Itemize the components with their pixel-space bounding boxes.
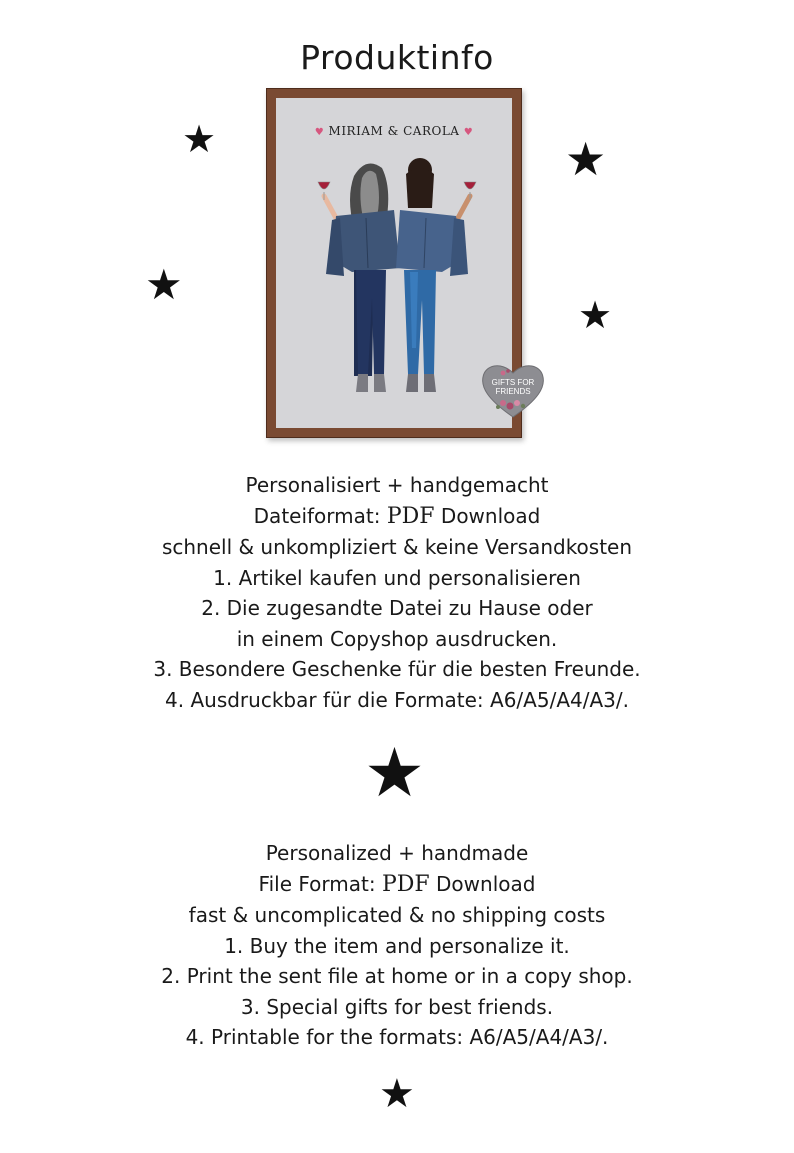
english-line-4: 1. Buy the item and personalize it. <box>224 933 570 958</box>
star-icon: ★ <box>364 734 425 813</box>
english-product-info <box>0 838 794 1053</box>
logo-line1: GIFTS FOR <box>491 378 535 387</box>
star-icon: ★ <box>379 1071 415 1117</box>
page-title: Produktinfo <box>300 38 494 77</box>
right-friend-figure <box>396 158 476 392</box>
german-line-2: Dateiformat: PDF Download <box>253 503 541 529</box>
english-line-1: Personalized + handmade <box>265 841 529 865</box>
german-line-6: in einem Copyshop ausdrucken. <box>236 626 558 651</box>
star-icon: ★ <box>182 117 217 161</box>
heart-icon: ♥ <box>463 127 474 138</box>
german-line-1: Personalisiert + handgemacht <box>245 473 549 497</box>
german-line-4: 1. Artikel kaufen und personalisieren <box>213 565 581 590</box>
english-line-3: fast & uncomplicated & no shipping costs <box>188 903 606 927</box>
english-line-5: 2. Print the sent file at home or in a copy shop. <box>161 964 633 988</box>
poster-names <box>276 124 512 138</box>
poster-names-text: MIRIAM & CAROLA <box>328 124 460 138</box>
german-product-info <box>0 470 794 715</box>
friends-illustration <box>296 148 496 408</box>
star-icon: ★ <box>145 260 183 309</box>
framed-poster <box>266 88 535 438</box>
german-line-7: 3. Besondere Geschenke für die besten Freunde. <box>153 657 641 681</box>
left-friend-figure <box>318 164 400 393</box>
german-line-3: schnell & unkompliziert & keine Versandkosten <box>161 535 633 559</box>
german-line-5: 2. Die zugesandte Datei zu Hause oder <box>201 596 593 620</box>
poster-canvas <box>276 98 512 428</box>
logo-line2: FRIENDS <box>495 387 531 396</box>
star-icon: ★ <box>578 293 613 337</box>
german-line-8: 4. Ausdruckbar für die Formate: A6/A5/A4/A3/. <box>165 687 629 712</box>
english-line-6: 3. Special gifts for best friends. <box>240 994 554 1019</box>
english-line-7: 4. Printable for the formats: A6/A5/A4/A3/. <box>185 1025 609 1049</box>
heart-icon: ♥ <box>314 127 325 138</box>
gifts-for-friends-logo <box>479 359 547 421</box>
pdf-label: PDF <box>381 871 430 897</box>
star-icon: ★ <box>565 132 607 186</box>
english-line-2: File Format: PDF Download <box>258 871 536 897</box>
pdf-label: PDF <box>386 503 435 529</box>
